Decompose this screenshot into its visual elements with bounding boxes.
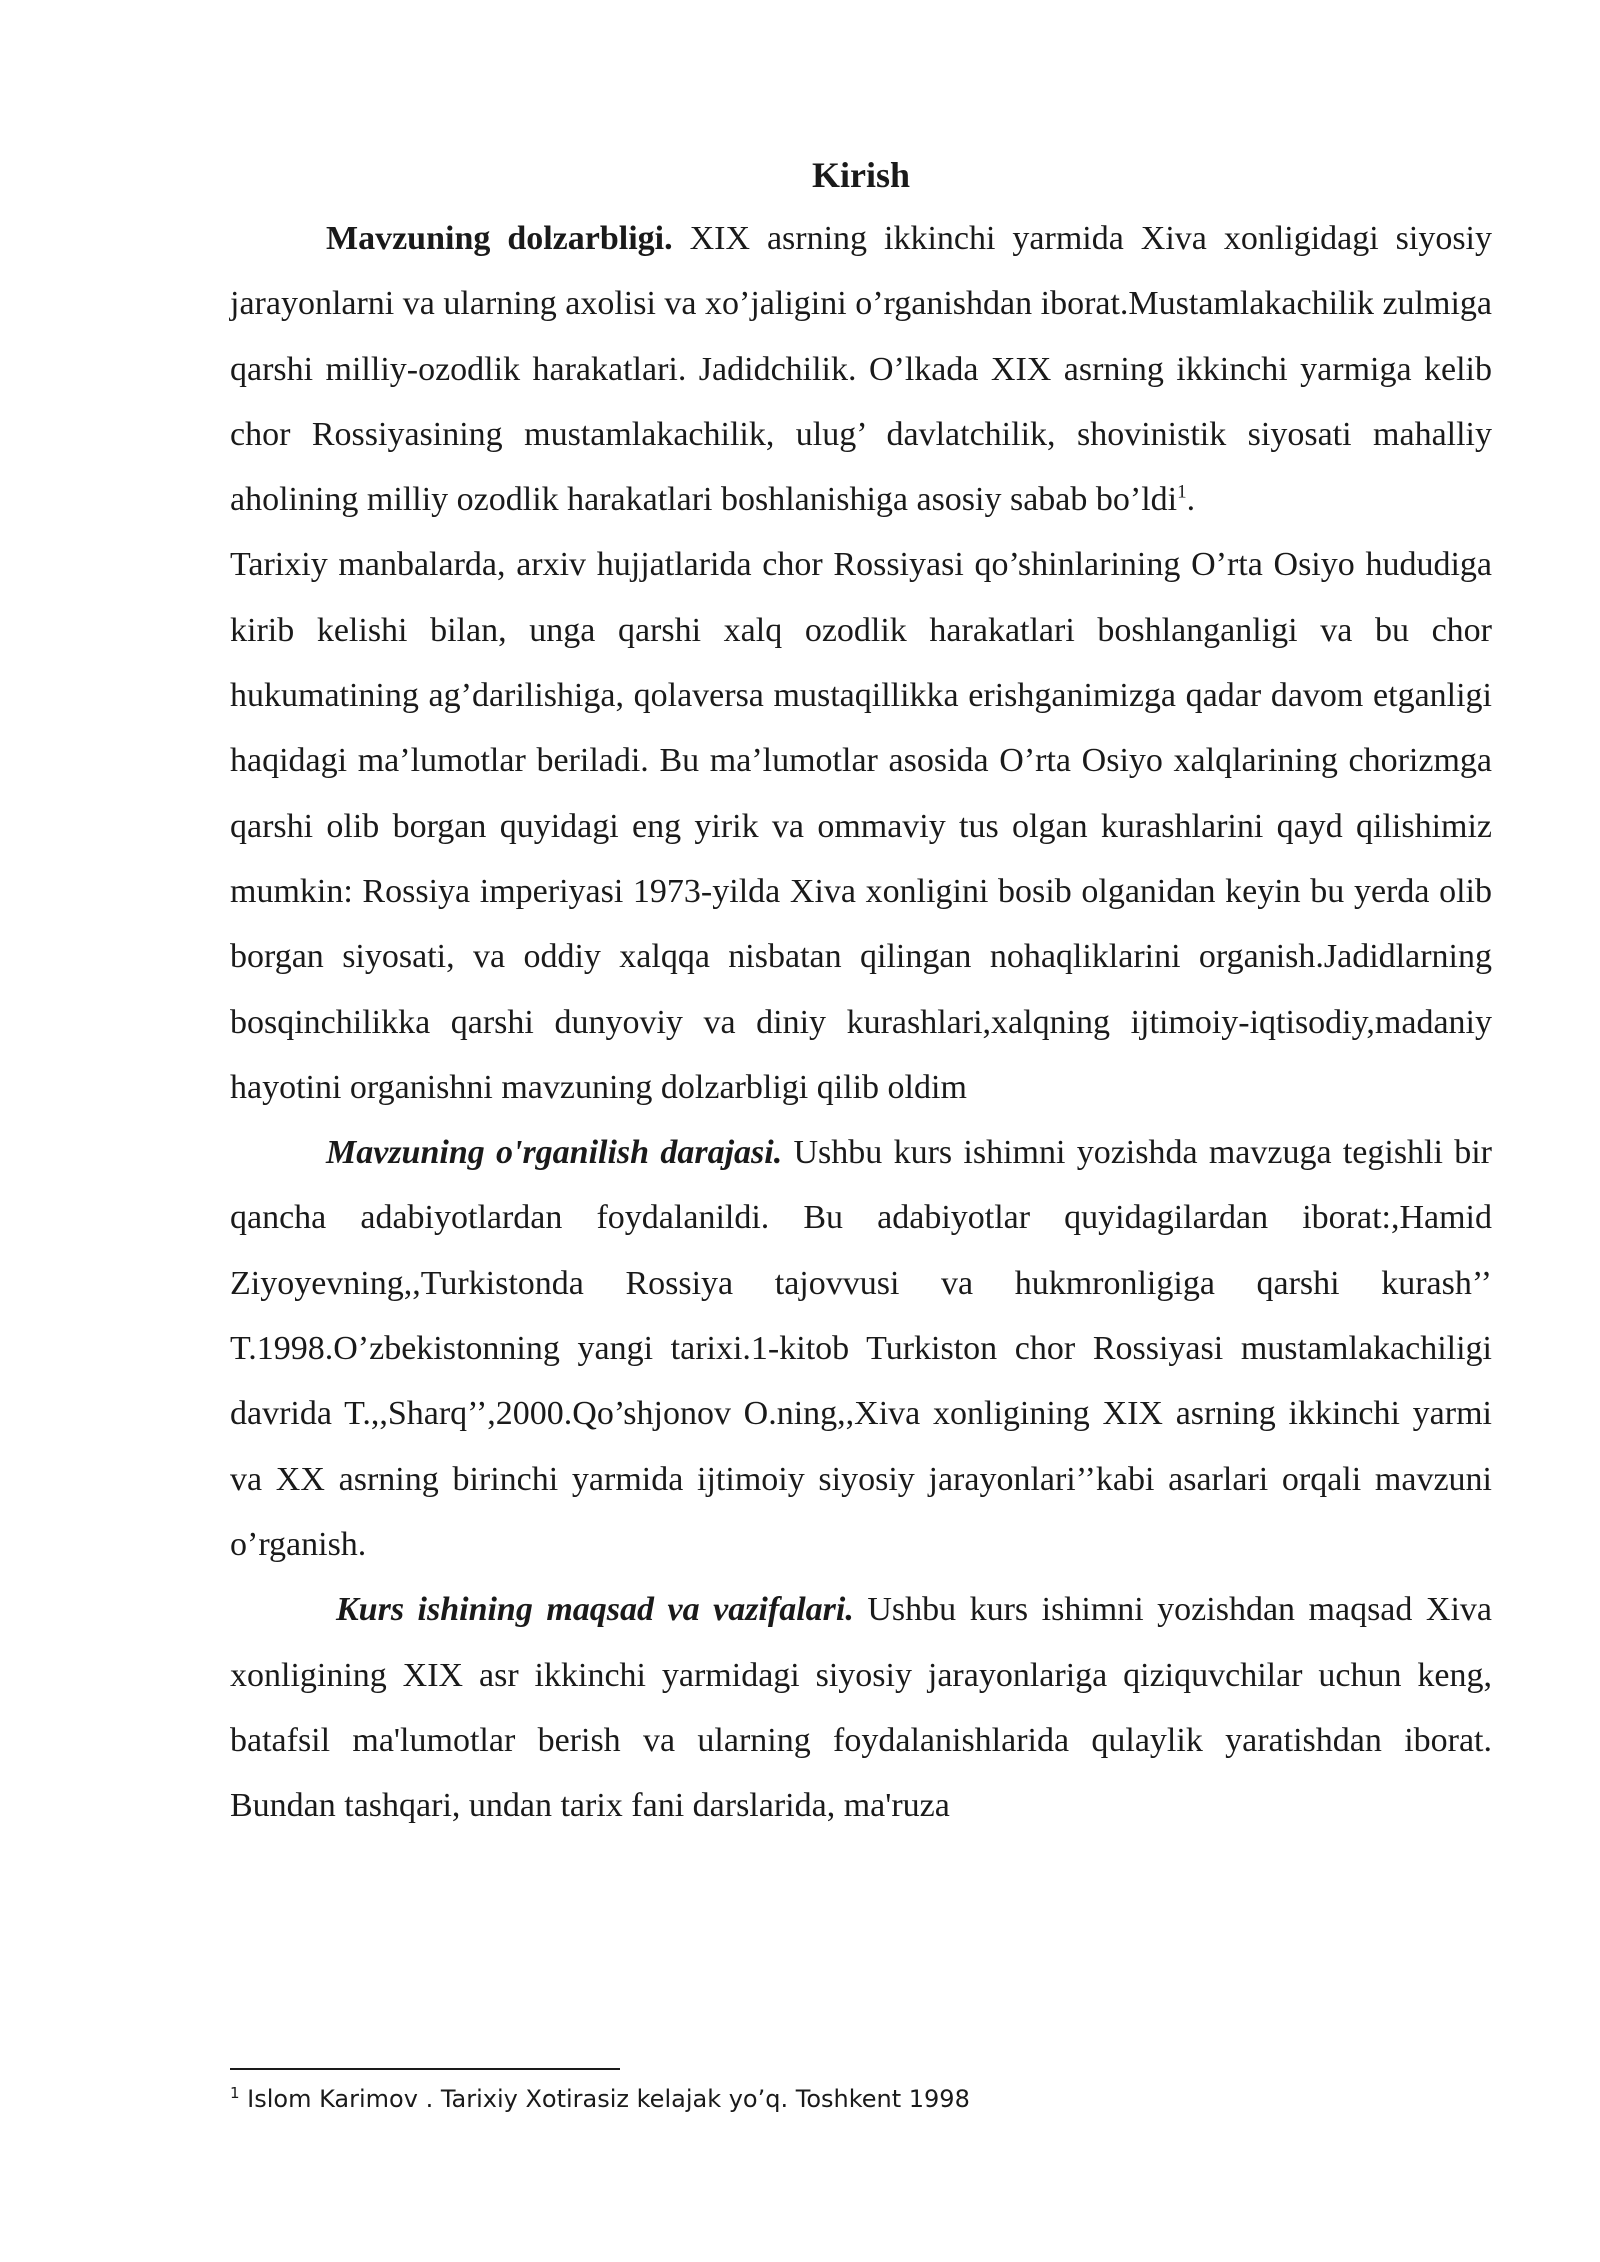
paragraph-text-end: . <box>1186 481 1196 519</box>
footnote <box>230 2082 970 2116</box>
paragraph-sources: Tarixiy manbalarda, arxiv hujjatlarida chor Rossiyasi qo’shinlarining O’rta Osiyo hududiga kirib kelishi bilan, unga qarshi xalq ozodlik harakatlari boshlanganligi va bu chor hukumatining ag’darilishiga, qolaversa mustaqillikka erishganimizga qadar davom etganligi haqidagi ma’lumotlar beriladi. Bu ma’lumotlar asosida O’rta Osiyo xalqlarining chorizmga qarshi olib borgan quyidagi eng yirik va ommaviy tus olgan kurashlarini qayd qilishimiz mumkin: Rossiya imperiyasi 1973-yilda Xiva xonligini bosib olganidan keyin bu yerda olib borgan siyosati, va oddiy xalqqa nisbatan qilingan nohaqliklarini organish.Jadidlarning bosqinchilikka qarshi dunyoviy va diniy kurashlari,xalqning ijtimoiy-iqtisodiy,madaniy hayotini organishni mavzuning dolzarbligi qilib oldim <box>230 546 1492 1106</box>
footnote-text: Islom Karimov . Tarixiy Xotirasiz kelajak yo’q. Toshkent 1998 <box>239 2085 970 2113</box>
paragraph-text: Ushbu kurs ishimni yozishda mavzuga tegishli bir qancha adabiyotlardan foydalanildi. Bu adabiyotlar quyidagilardan iborat:,Hamid Ziyoyevning,,Turkistonda Rossiya tajovvusi va hukmronligiga qarshi kurash’’ T.1998.O’zbekistonning yangi tarixi.1-kitob Turkiston chor Rossiyasi mustamlakachiligi davrida T.,,Sharq’’,2000.Qo’shjonov O.ning,,Xiva xonligining XIX asrning ikkinchi yarmi va XX asrning birinchi yarmida ijtimoiy siyosiy jarayonlari’’kabi asarlari orqali mavzuni o’rganish. <box>230 1134 1492 1563</box>
page-title: Kirish <box>811 155 910 195</box>
paragraph-relevance <box>230 206 1492 532</box>
footnote-separator <box>230 2068 620 2070</box>
section-heading-relevance: Mavzuning dolzarbligi. <box>326 220 673 257</box>
document-page <box>230 150 1492 1838</box>
section-heading-study-level: Mavzuning o'rganilish darajasi. <box>326 1134 783 1172</box>
paragraph-text: Ushbu kurs ishimni yozishdan maqsad Xiva xonligining XIX asr ikkinchi yarmidagi siyosiy jarayonlariga qiziquvchilar uchun keng, batafsil ma'lumotlar berish va ularning foydalanishlarida qulaylik yaratishdan iborat. Bundan tashqari, undan tarix fani darslarida, ma'ruza <box>230 1591 1492 1825</box>
paragraph-goals <box>230 1577 1492 1838</box>
footnote-number: 1 <box>230 2084 240 2102</box>
footnote-reference[interactable]: 1 <box>1177 481 1187 503</box>
paragraph-study-level <box>230 1120 1492 1577</box>
paragraph-text: XIX asrning ikkinchi yarmida Xiva xonligidagi siyosiy jarayonlarni va ularning axolisi va xo’jaligini o’rganishdan iborat.Mustamlakachilik zulmiga qarshi milliy-ozodlik harakatlari. Jadidchilik. O’lkada XIX asrning ikkinchi yarmiga kelib chor Rossiyasining mustamlakachilik, ulug’ davlatchilik, shovinistik siyosati mahalliy aholining milliy ozodlik harakatlari boshlanishiga asosiy sabab bo’ldi <box>230 220 1493 519</box>
section-heading-goals: Kurs ishining maqsad va vazifalari. <box>336 1591 854 1629</box>
